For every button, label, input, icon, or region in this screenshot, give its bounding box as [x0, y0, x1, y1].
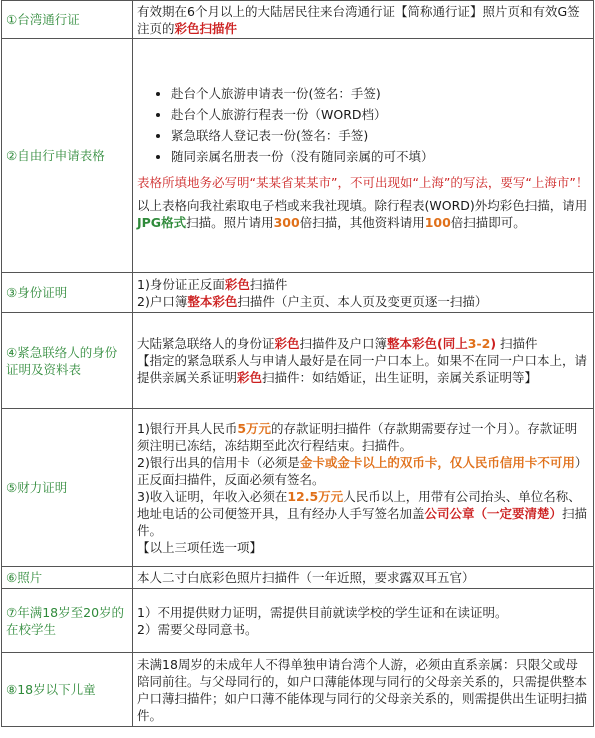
table-row: [2, 39, 594, 273]
row-content: 大陆紧急联络人的身份证彩色扫描件及户口簿整本彩色(同上3-2) 扫描件 【指定的紧急联系人与申请人最好是在同一户口本上。如果不在同一户口本上，请提供亲属关系证明彩色扫描件：如结婚证，出生证明，亲属关系证明等】: [133, 313, 594, 409]
table-row: [2, 589, 594, 653]
scan-note: 以上表格向我社索取电子档或来我社现填。除行程表(WORD)外均彩色扫描，请用JPG格式扫描。照片请用300倍扫描，其他资料请用100倍扫描即可。: [137, 198, 588, 230]
row-label: ⑦年满18岁至20岁的在校学生: [2, 589, 133, 653]
row-content: 有效期在6个月以上的大陆居民往来台湾通行证【简称通行证】照片页和有效G签注页的彩色扫描件: [133, 1, 594, 39]
warning-text: 表格所填地务必写明“某某省某某市”，不可出现如“上海”的写法，要写“上海市”！: [137, 175, 589, 190]
requirements-table: [1, 0, 594, 727]
row-label: ⑧18岁以下儿童: [2, 653, 133, 727]
row-content: 未满18周岁的未成年人不得单独申请台湾个人游，必须由直系亲属：只限父或母陪同前往。与父母同行的，如户口薄能体现与同行的父母亲关系的，只需提供整本户口薄扫描件；如户口薄不能体现与同行的父母亲关系的，则需提供出生证明扫描件。: [133, 653, 594, 727]
row-label: ③身份证明: [2, 273, 133, 313]
row-content: 1)身份证正反面彩色扫描件 2)户口簿整本彩色扫描件（户主页、本人页及变更页逐一扫描）: [133, 273, 594, 313]
row-label: ⑤财力证明: [2, 409, 133, 567]
row-label: ②自由行申请表格: [2, 39, 133, 273]
table-row: [2, 313, 594, 409]
form-list: [137, 84, 589, 166]
table-row: [2, 1, 594, 39]
list-item: • 赴台个人旅游申请表一份(签名：手签): [171, 84, 589, 103]
table-row: [2, 653, 594, 727]
list-item: • 随同亲属名册表一份（没有随同亲属的可不填）: [171, 147, 589, 166]
list-item: • 赴台个人旅游行程表一份（WORD档）: [171, 105, 589, 124]
row-label: ①台湾通行证: [2, 1, 133, 39]
row-content: 本人二寸白底彩色照片扫描件（一年近照，要求露双耳五官）: [133, 567, 594, 589]
table-row: [2, 273, 594, 313]
row-content: [133, 39, 594, 273]
row-content: 1)银行开具人民币5万元的存款证明扫描件（存款期需要存过一个月）。存款证明须注明已冻结，冻结期至此次行程结束。扫描件。 2)银行出具的信用卡（必须是金卡或金卡以上的双币卡，仅人民币信用卡不可用）正反面扫描件，反面必须有签名。 3)收入证明，年收入必须在12.5万元人民币以上，用带有公司抬头、单位名称、地址电话的公司便签开具，且有经办人手写签名加盖公司公章（一定要清楚）扫描件。 【以上三项任选一项】: [133, 409, 594, 567]
row-content: 1）不用提供财力证明，需提供目前就读学校的学生证和在读证明。 2）需要父母同意书。: [133, 589, 594, 653]
choice-note: 【以上三项任选一项】: [137, 539, 263, 555]
row-label: ④紧急联络人的身份证明及资料表: [2, 313, 133, 409]
table-row: [2, 567, 594, 589]
table-row: [2, 409, 594, 567]
list-item: • 紧急联络人登记表一份(签名：手签): [171, 126, 589, 145]
row-label: ⑥照片: [2, 567, 133, 589]
